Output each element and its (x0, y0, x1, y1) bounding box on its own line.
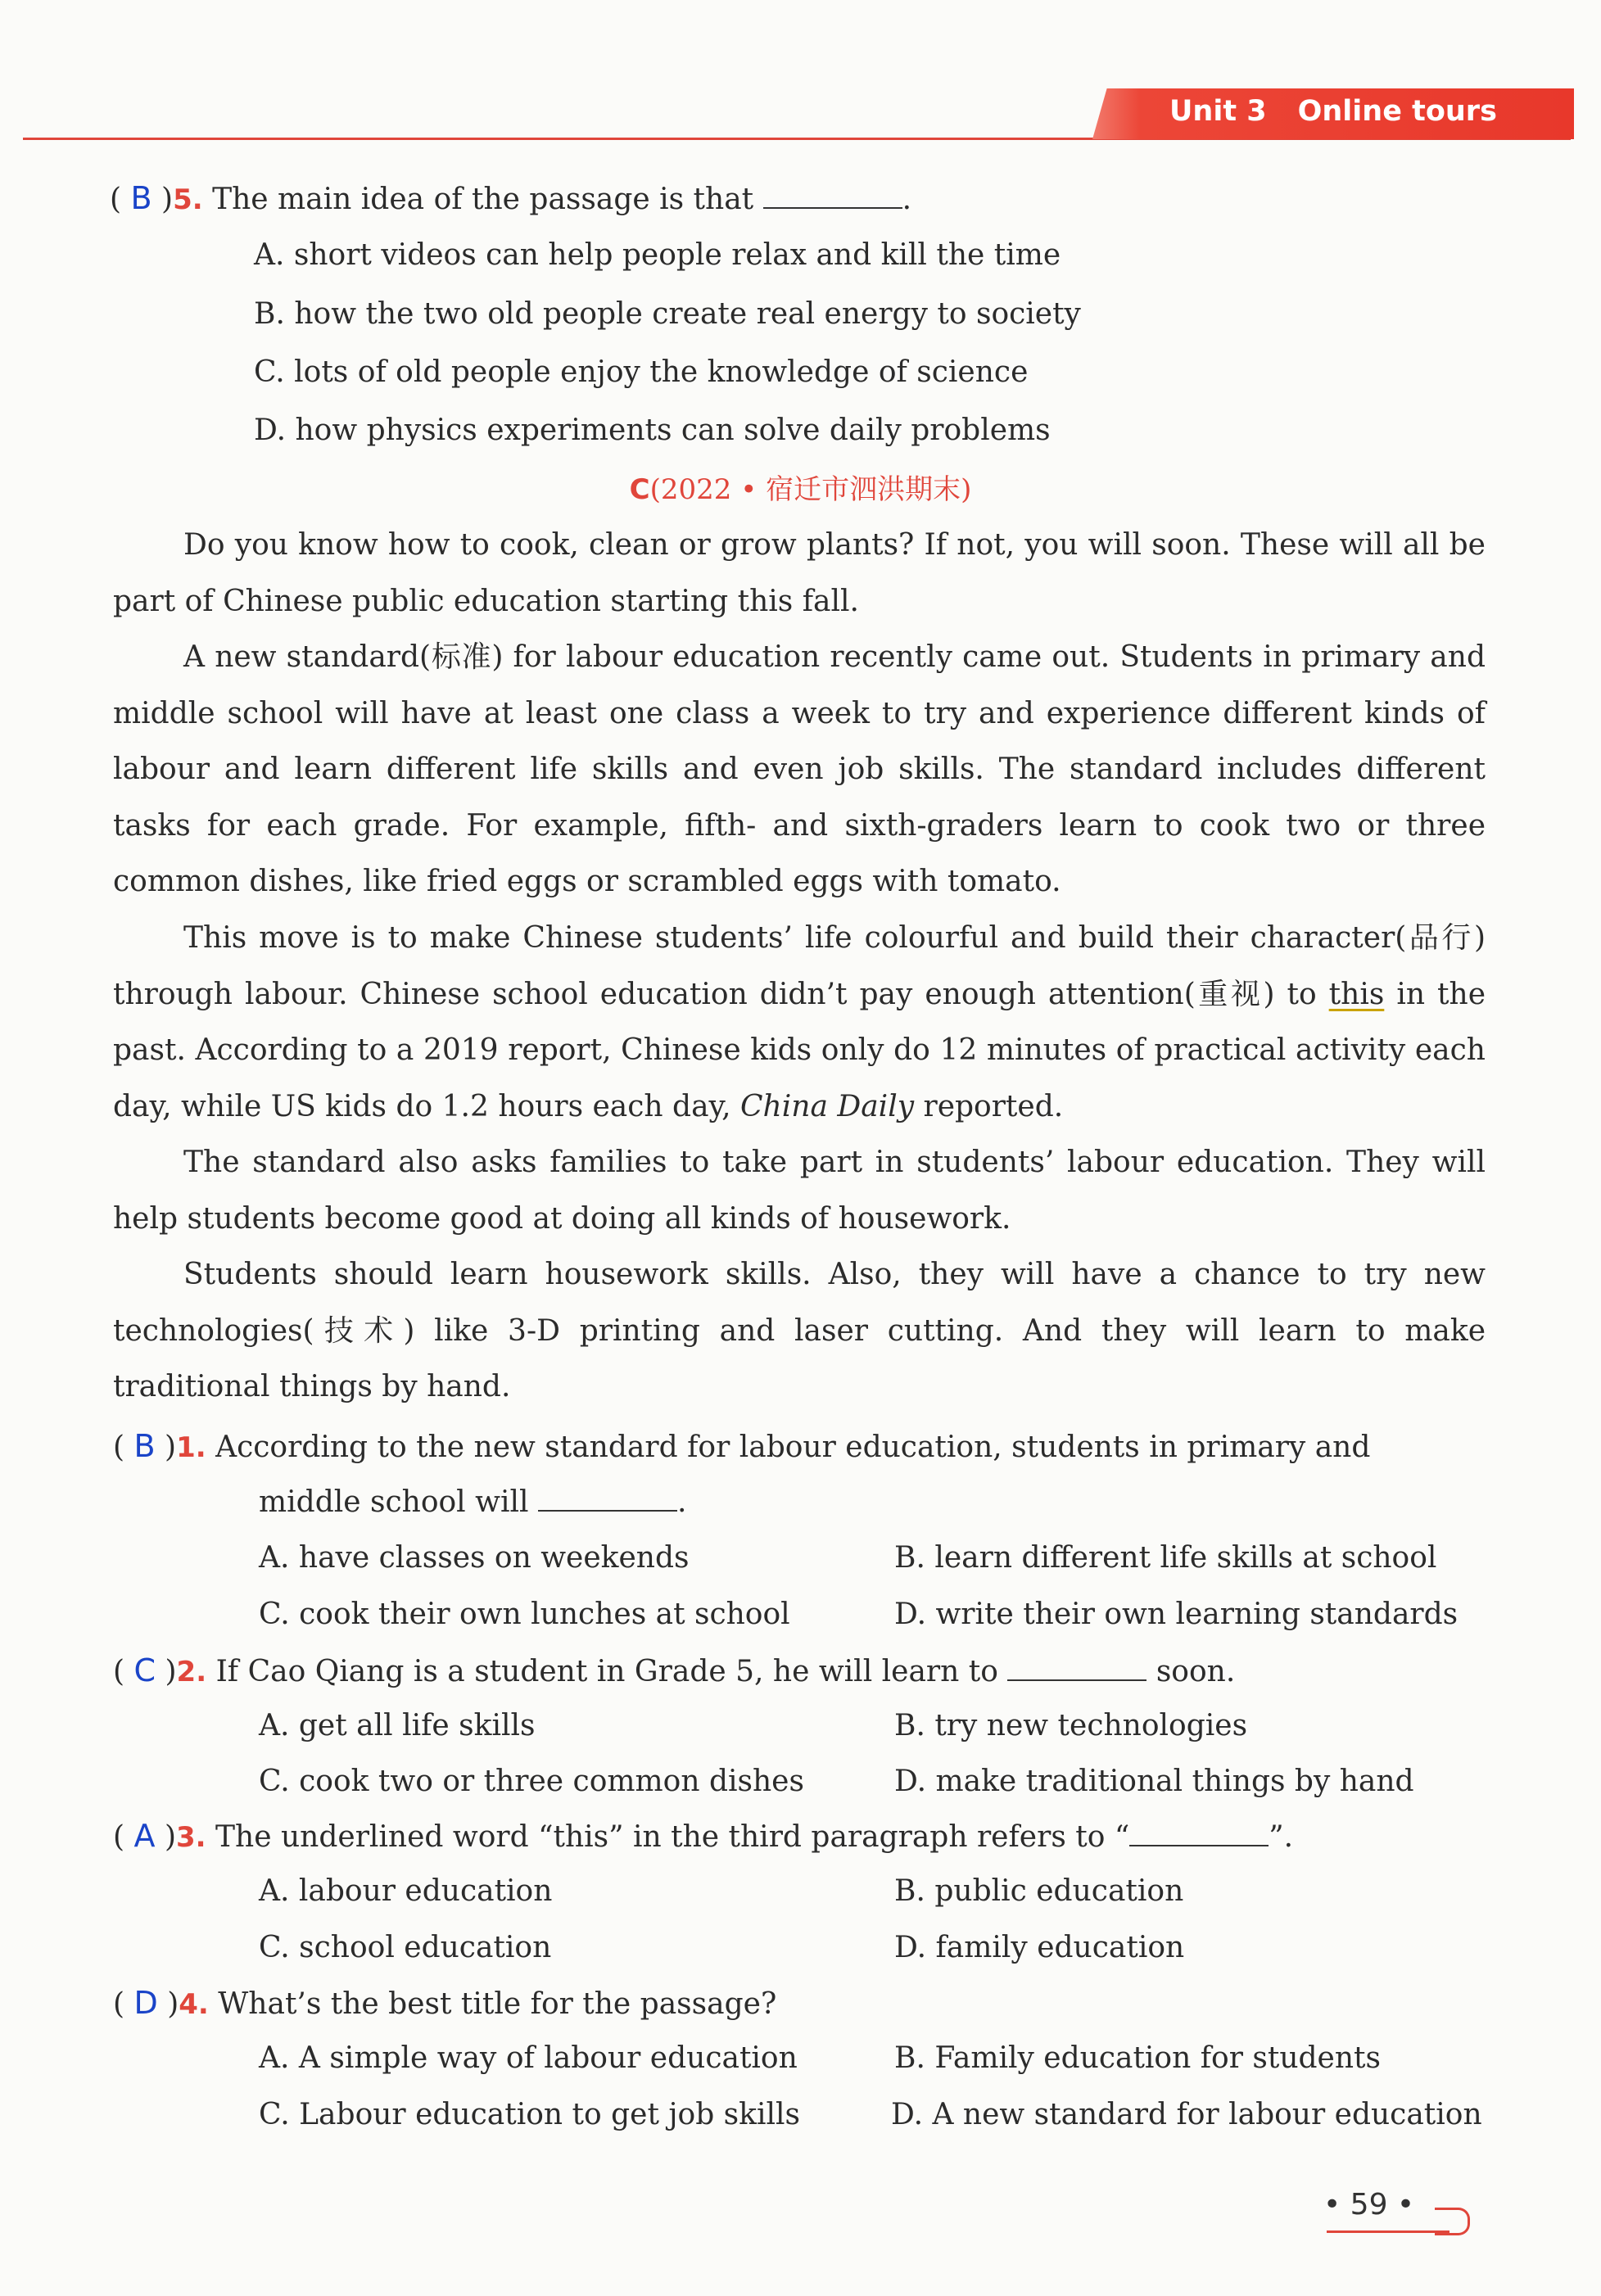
question-stem: What’s the best title for the passage? (218, 1987, 777, 2021)
answer-blank (1007, 1652, 1146, 1681)
question-4-line: ( D )4. What’s the best title for the passage? (113, 1985, 777, 2021)
option: C. cook their own lunches at school (259, 1598, 790, 1631)
option: A. A simple way of labour education (259, 2041, 798, 2075)
answer-mark: A (133, 1818, 156, 1854)
option: A. short videos can help people relax and kill the time (254, 238, 1061, 272)
answer-blank (538, 1482, 677, 1512)
answer-mark: C (133, 1652, 156, 1688)
question-number: 1. (176, 1431, 206, 1464)
section-letter: C (629, 473, 650, 506)
passage-paragraph-1: Do you know how to cook, clean or grow plants? If not, you will soon. These will all be part of Chinese public education starting this fall. (113, 528, 1486, 618)
question-number: 5. (173, 183, 203, 216)
answer-mark: D (133, 1985, 158, 2021)
passage-paragraph-5: Students should learn housework skills. Also, they will have a chance to try new technologies(技术) like 3-D printing and laser cutting. And they will learn to make traditional things by hand. (113, 1258, 1486, 1403)
passage-paragraph-3: This move is to make Chinese students’ life colourful and build their character(品行) through labour. Chinese school education didn’t pay enough attention(重视) to this in the past. According to a 2019 report, Chinese kids only do 12 minutes of practical activity each day, while US kids do 1.2 hours each day, China Daily reported. (113, 921, 1486, 1123)
option: C. lots of old people enjoy the knowledge of science (254, 355, 1029, 389)
answer-mark: B (130, 180, 152, 216)
answer-mark: B (133, 1428, 156, 1464)
passage-paragraph-4: The standard also asks families to take part in students’ labour education. They will help students become good at doing all kinds of housework. (113, 1146, 1486, 1236)
question-number: 4. (179, 1988, 209, 2021)
option: C. Labour education to get job skills (259, 2098, 800, 2131)
question-stem: According to the new standard for labour education, students in primary and (215, 1430, 1371, 1464)
page-number-rule (1327, 2230, 1449, 2233)
option: A. labour education (259, 1874, 553, 1908)
option: C. cook two or three common dishes (259, 1765, 804, 1798)
option: D. family education (894, 1931, 1185, 1964)
question-number: 3. (176, 1821, 206, 1854)
page-number: • 59 • (1323, 2188, 1415, 2221)
option: B. Family education for students (894, 2041, 1381, 2075)
answer-blank (1129, 1817, 1269, 1846)
question-number: 2. (176, 1656, 207, 1688)
section-source: (2022 • 宿迁市泗洪期末) (649, 473, 972, 506)
option: A. get all life skills (259, 1709, 536, 1742)
question-1-line-2: middle school will . (259, 1482, 686, 1522)
option: D. make traditional things by hand (894, 1765, 1414, 1798)
page-number-ornament (1435, 2208, 1470, 2235)
answer-blank (763, 179, 902, 209)
newspaper-name: China Daily (740, 1089, 915, 1123)
section-title (0, 467, 1601, 507)
question-5-line: ( B )5. The main idea of the passage is that . (110, 180, 912, 216)
option: C. school education (259, 1931, 552, 1964)
option: D. how physics experiments can solve daily problems (254, 414, 1051, 447)
question-stem: The main idea of the passage is that (212, 183, 754, 216)
option: B. how the two old people create real energy to society (254, 297, 1081, 331)
option: B. try new technologies (894, 1709, 1248, 1742)
option: A. have classes on weekends (259, 1541, 690, 1575)
option: D. write their own learning standards (894, 1598, 1459, 1631)
unit-title (1169, 95, 1497, 128)
question-1-line: ( B )1. According to the new standard for labour education, students in primary and (113, 1428, 1371, 1464)
question-3-line: ( A )3. The underlined word “this” in the third paragraph refers to “ ”. (113, 1818, 1294, 1854)
question-stem: If Cao Qiang is a student in Grade 5, he will learn to (215, 1655, 998, 1688)
option: B. public education (894, 1874, 1184, 1908)
passage-paragraph-2: A new standard(标准) for labour education recently came out. Students in primary and middle school will have at least one class a week to try and experience different kinds of labour and learn different life skills and even job skills. The standard includes different tasks for each grade. For example, fifth- and sixth-graders learn to cook two or three common dishes, like fried eggs or scrambled eggs with tomato. (113, 640, 1486, 898)
unit-name: Online tours (1297, 95, 1497, 128)
option: B. learn different life skills at school (894, 1541, 1437, 1575)
question-2-line: ( C )2. If Cao Qiang is a student in Grade 5, he will learn to soon. (113, 1652, 1236, 1688)
unit-label: Unit 3 (1169, 95, 1267, 128)
question-stem: The underlined word “this” in the third paragraph refers to “ (215, 1820, 1130, 1854)
option: D. A new standard for labour education (891, 2098, 1482, 2131)
underlined-word: this (1328, 977, 1385, 1011)
